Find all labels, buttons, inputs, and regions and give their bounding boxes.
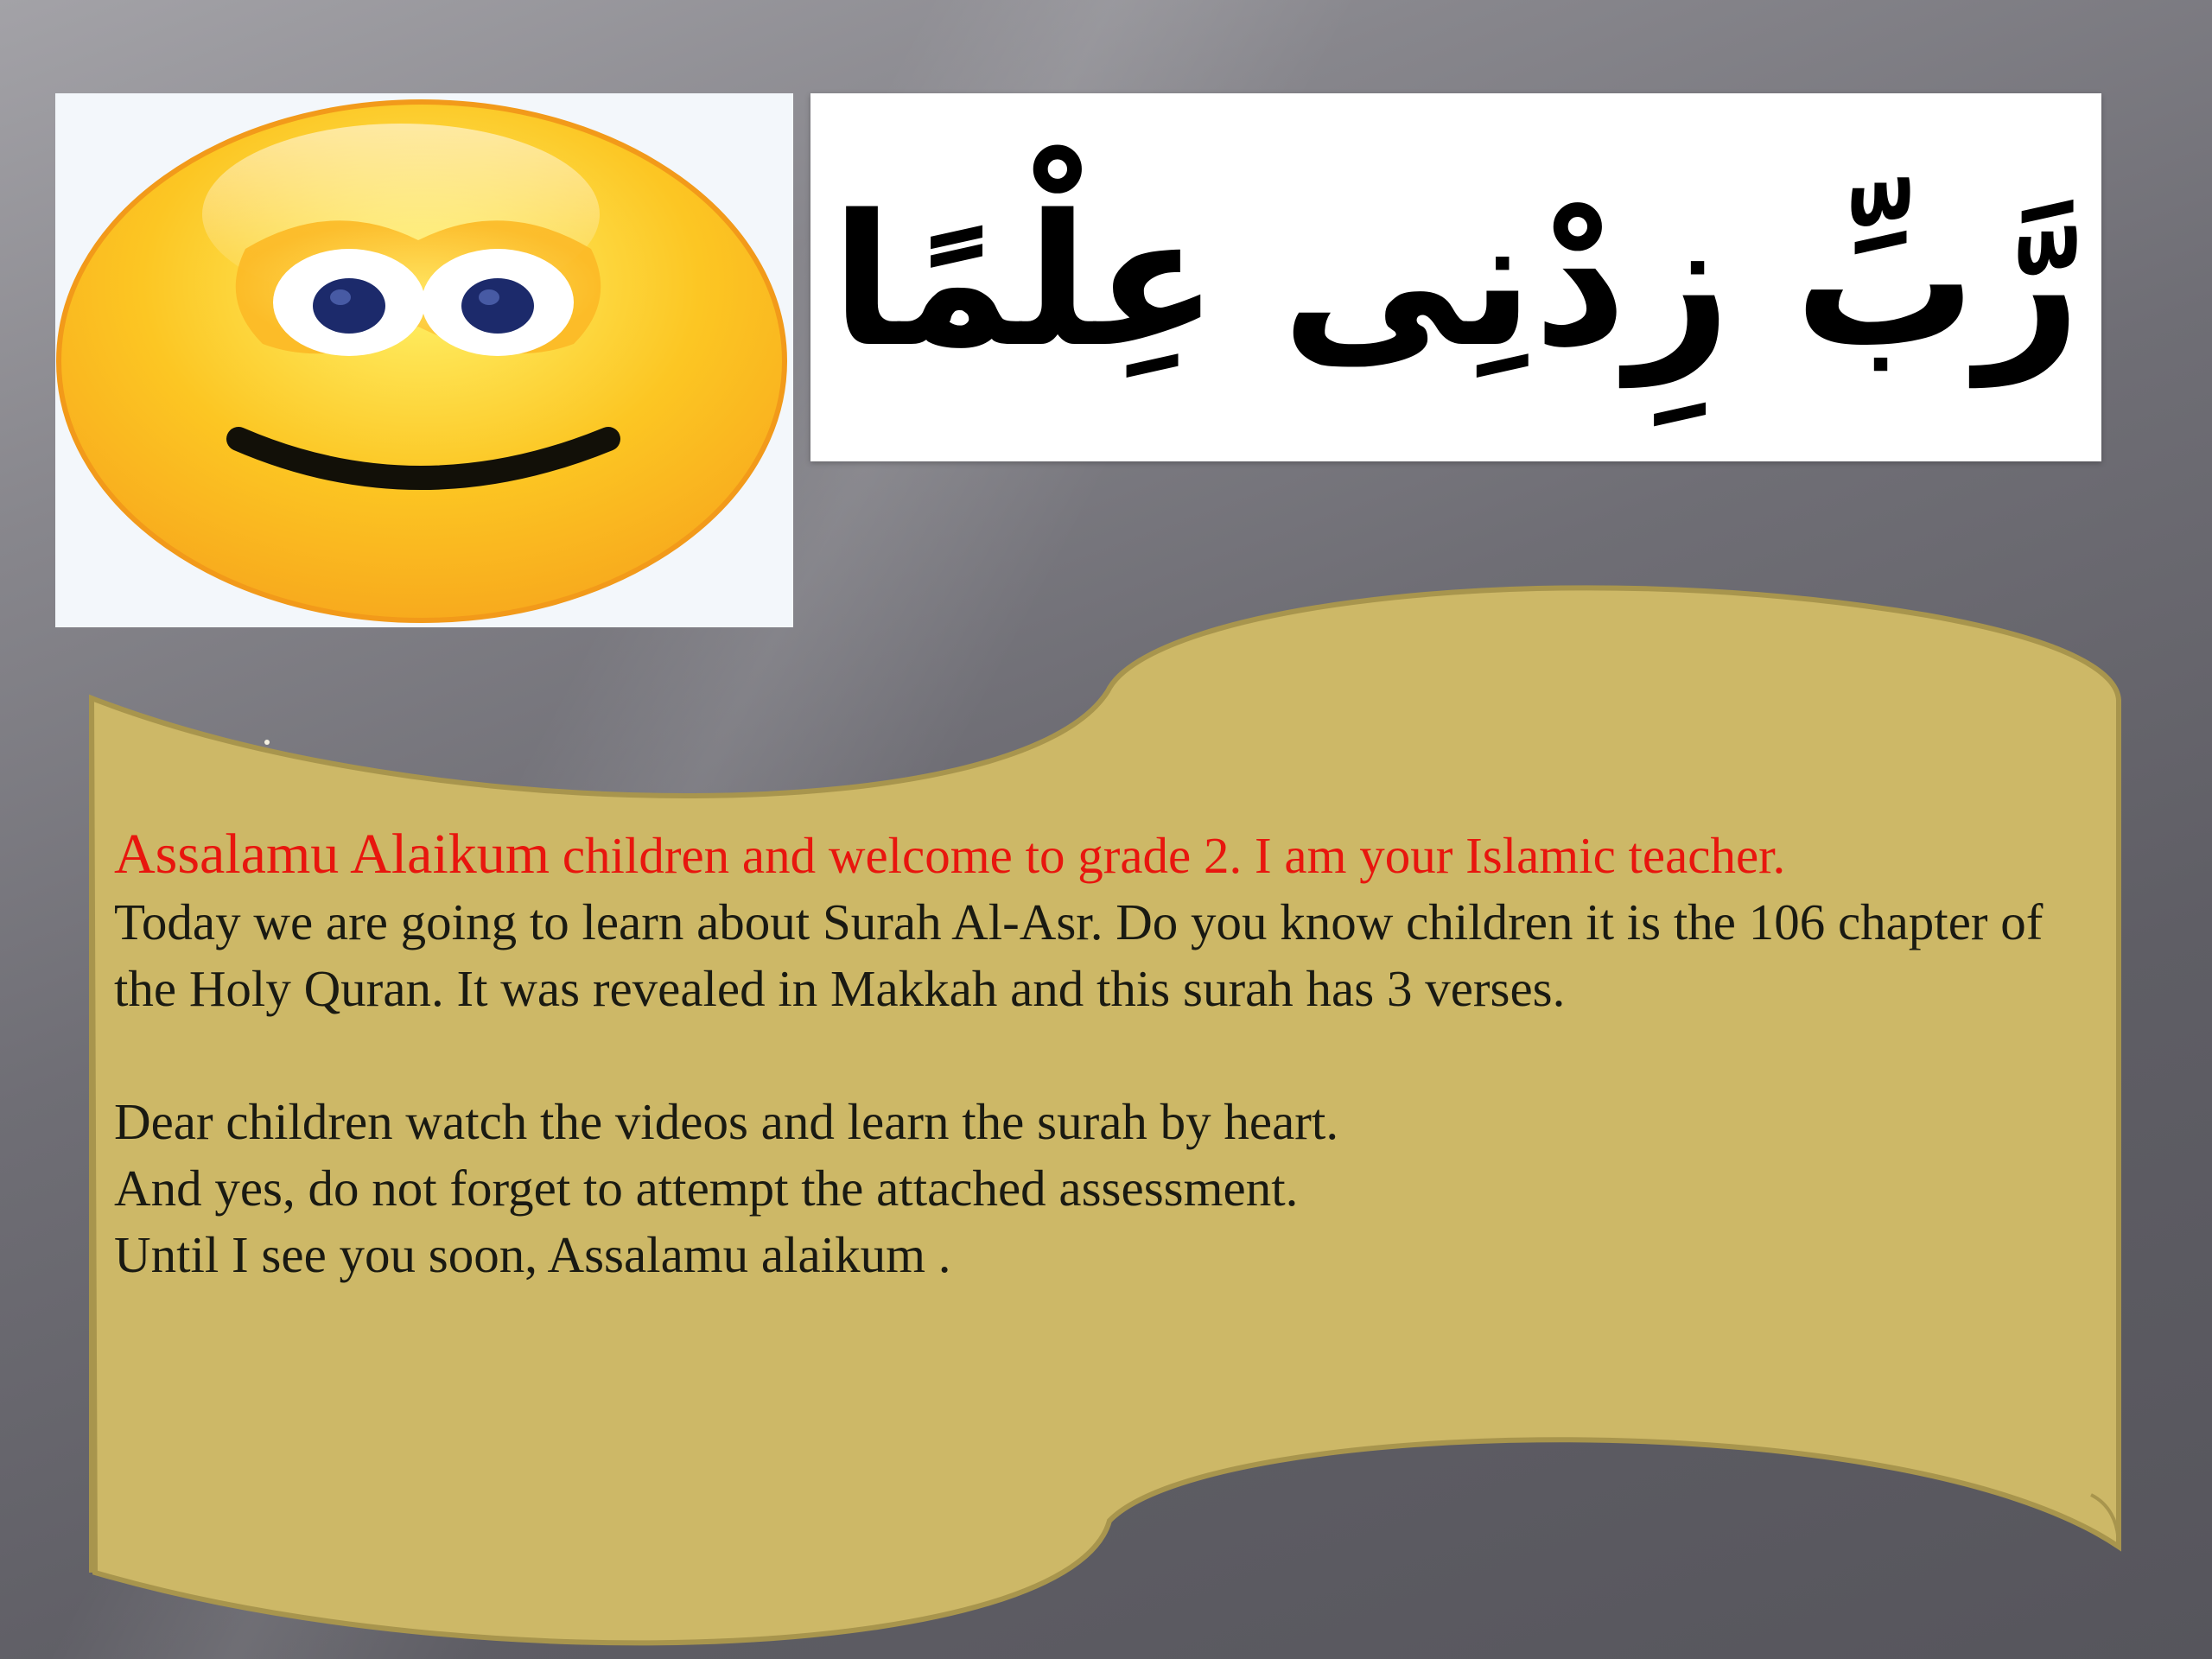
speck	[264, 740, 270, 745]
assessment-line: And yes, do not forget to attempt the attached assessment.	[114, 1160, 1299, 1217]
closing-line: Until I see you soon, Assalamu alaikum .	[114, 1226, 951, 1283]
dua-arabic-text: رَّبِّ زِدْنِى عِلْمًا	[830, 175, 2082, 387]
intro-paragraph: Today we are going to learn about Surah Al-Asr. Do you know children it is the 106 chapter of the Holy Quran. It was revealed in Makkah and this surah has 3 verses.	[114, 893, 2044, 1017]
greeting-welcome: children and welcome to grade 2. I am your Islamic teacher.	[550, 827, 1786, 884]
greeting-salam: Assalamu Alaikum	[114, 823, 550, 886]
watch-line: Dear children watch the videos and learn the surah by heart.	[114, 1093, 1339, 1150]
banner-message	[114, 821, 2084, 1288]
greeting-line	[114, 821, 2084, 889]
